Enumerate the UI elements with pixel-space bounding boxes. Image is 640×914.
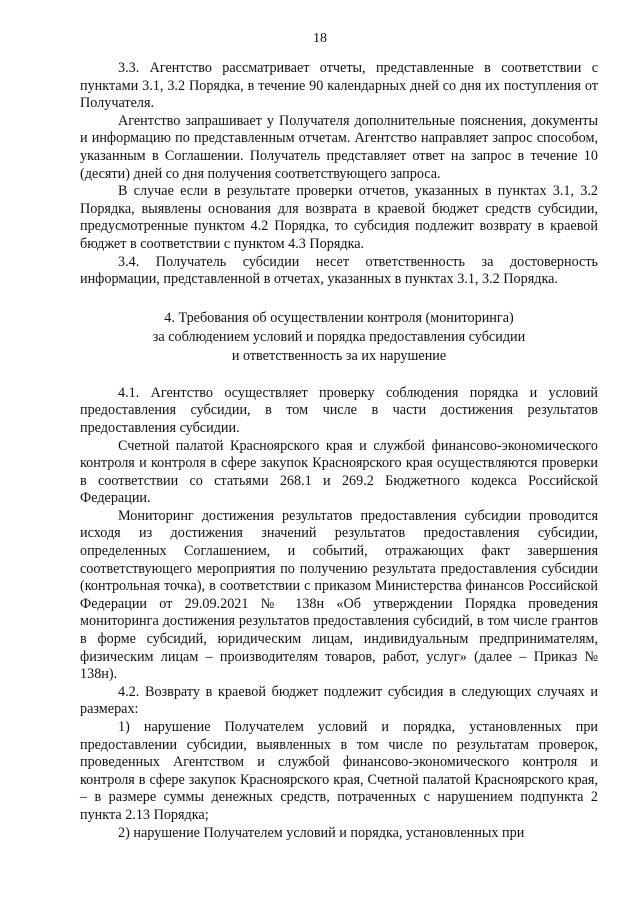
- paragraph-agency-request: Агентство запрашивает у Получателя дополнительные пояснения, документы и информацию по представленным отчетам. Агентство направляет запрос способом, указанным в Соглашении. Получатель представляет ответ на запрос в течение 10 (десяти) дней со дня получения соответствующего запроса.: [80, 112, 598, 182]
- page-number: 18: [313, 31, 327, 46]
- section-heading-line-1: 4. Требования об осуществлении контроля (мониторинга): [164, 309, 514, 326]
- section-heading: [80, 309, 598, 366]
- paragraph-case-1: 1) нарушение Получателем условий и порядка, установленных при предоставлении субсидии, выявленных в том числе по результатам проверок, проведенных Агентством и службой финансово-экономического контроля и контроля в сфере закупок Красноярского края, Счетной палатой Красноярского края, – в размере суммы денежных средств, потраченных с нарушением подпункта 2 пункта 2.13 Порядка;: [80, 719, 598, 823]
- paragraph-3-4: 3.4. Получатель субсидии несет ответственность за достоверность информации, представленной в отчетах, указанных в пунктах 3.1, 3.2 Порядка.: [80, 253, 598, 288]
- paragraph-4-1: 4.1. Агентство осуществляет проверку соблюдения порядка и условий предоставления субсидии, в том числе в части достижения результатов предоставления субсидии.: [80, 384, 598, 436]
- section-heading-line-2: за соблюдением условий и порядка предоставления субсидии: [152, 328, 526, 345]
- document-body: [80, 60, 598, 842]
- paragraph-monitoring: Мониторинг достижения результатов предоставления субсидии проводится исходя из достижения значений результатов предоставления субсидии, определенных Соглашением, и событий, отражающих факт завершения соответствующего мероприятия по получению результата предоставления субсидии (контрольная точка), в соответствии с приказом Министерства финансов Российской Федерации от 29.09.2021 № 138н «Об утверждении Порядка проведения мониторинга достижения результатов предоставления субсидий, в том числе грантов в форме субсидий, юридическим лицам, индивидуальным предпринимателям, физическим лицам – производителям товаров, работ, услуг» (далее – Приказ № 138н).: [80, 507, 598, 683]
- section-heading-line-3: и ответственность за их нарушение: [231, 347, 447, 364]
- paragraph-4-2: 4.2. Возврату в краевой бюджет подлежит субсидия в следующих случаях и размерах:: [80, 683, 598, 718]
- paragraph-case-2: 2) нарушение Получателем условий и порядка, установленных при: [118, 824, 525, 841]
- paragraph-audit-chamber: Счетной палатой Красноярского края и службой финансово-экономического контроля и контроля в сфере закупок Красноярского края осуществляются проверки в соответствии со статьями 268.1 и 269.2 Бюджетного кодекса Российской Федерации.: [80, 437, 598, 507]
- paragraph-return-grounds: В случае если в результате проверки отчетов, указанных в пунктах 3.1, 3.2 Порядка, выявлены основания для возврата в краевой бюджет средств субсидии, предусмотренные пунктом 4.2 Порядка, то субсидия подлежит возврату в краевой бюджет в соответствии с пунктом 4.3 Порядка.: [80, 183, 598, 252]
- paragraph-3-3: 3.3. Агентство рассматривает отчеты, представленные в соответствии с пунктами 3.1, 3.2 Порядка, в течение 90 календарных дней со дня их поступления от Получателя.: [80, 60, 598, 112]
